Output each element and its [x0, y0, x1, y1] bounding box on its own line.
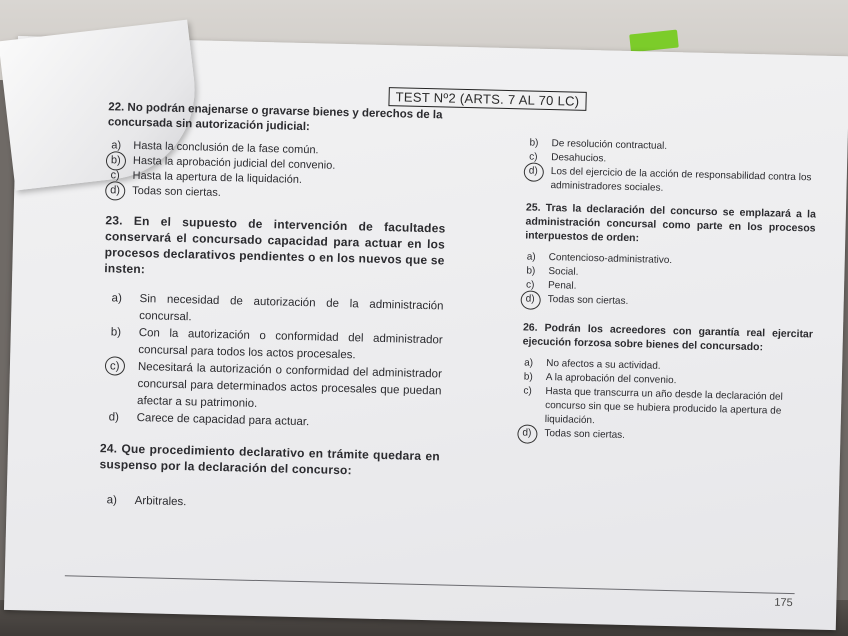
question-23: 23. En el supuesto de intervención de facultades conservará el concursado capacidad para actuar en los procesos declarativos pendientes o en los nuevos que se insten: — [104, 213, 446, 277]
page-number: 175 — [774, 596, 793, 610]
q26-option-b: b) A la aprobación del convenio. — [523, 371, 677, 387]
exam-page — [4, 36, 848, 630]
right-column — [520, 136, 817, 447]
question-22: 22. No podrán enajenarse o gravarse bienes y derechos de la concursada sin autorización judicial: — [107, 101, 443, 134]
q25-option-a: a) Contencioso-administrativo. — [526, 251, 673, 267]
q26-option-d: d) Todas son ciertas. — [522, 427, 626, 441]
q24-option-d: d) Los del ejercicio de la acción de responsabilidad contra los administradores sociales. — [528, 165, 812, 194]
q24-option-b: b) De resolución contractual. — [529, 137, 668, 152]
q25-option-d: d) Todas son ciertas. — [525, 293, 629, 307]
q24-option-c: c) Desahucios. — [529, 151, 607, 165]
q22-option-a: a) Hasta la conclusión de la fase común. — [111, 139, 319, 157]
footer-rule — [65, 575, 795, 594]
q23-option-d: d) Carece de capacidad para actuar. — [108, 411, 310, 429]
q22-option-b: b) Hasta la aprobación judicial del convenio. — [110, 154, 336, 172]
test-header: TEST Nº2 (ARTS. 7 AL 70 LC) — [388, 87, 586, 111]
q24-option-a: a) Arbitrales. — [106, 494, 187, 509]
left-column — [98, 100, 448, 517]
q22-option-c: c) Hasta la apertura de la liquidación. — [110, 169, 303, 186]
question-25: 25. Tras la declaración del concurso se emplazará a la administración concursal como parte en los procesos interpuestos de orden: — [525, 201, 817, 245]
q25-option-b: b) Social. — [526, 265, 579, 278]
q25-option-c: c) Penal. — [525, 279, 577, 292]
q26-option-c: c) Hasta que transcurra un año desde la declaración del concurso sin que se hubiera producido la apertura de liquidación. — [523, 385, 783, 427]
q22-option-d: d) Todas son ciertas. — [110, 184, 222, 200]
q23-option-b: b) Con la autorización o conformidad del administrador concursal para todos los actos procesales. — [110, 326, 443, 362]
q23-option-c: c) Necesitará la autorización o conformidad del administrador concursal para determinados actos procesales que puedan afectar a su patrimonio. — [109, 360, 443, 410]
q26-option-a: a) No afectos a su actividad. — [524, 357, 661, 372]
question-24: 24. Que procedimiento declarativo en trámite quedara en suspenso por la declaración del concurso: — [99, 441, 441, 478]
q23-option-a: a) Sin necesidad de autorización de la administración concursal. — [111, 292, 444, 324]
question-26: 26. Podrán los acreedores con garantía real ejercitar ejecución forzosa sobre bienes del concursado: — [522, 321, 814, 354]
